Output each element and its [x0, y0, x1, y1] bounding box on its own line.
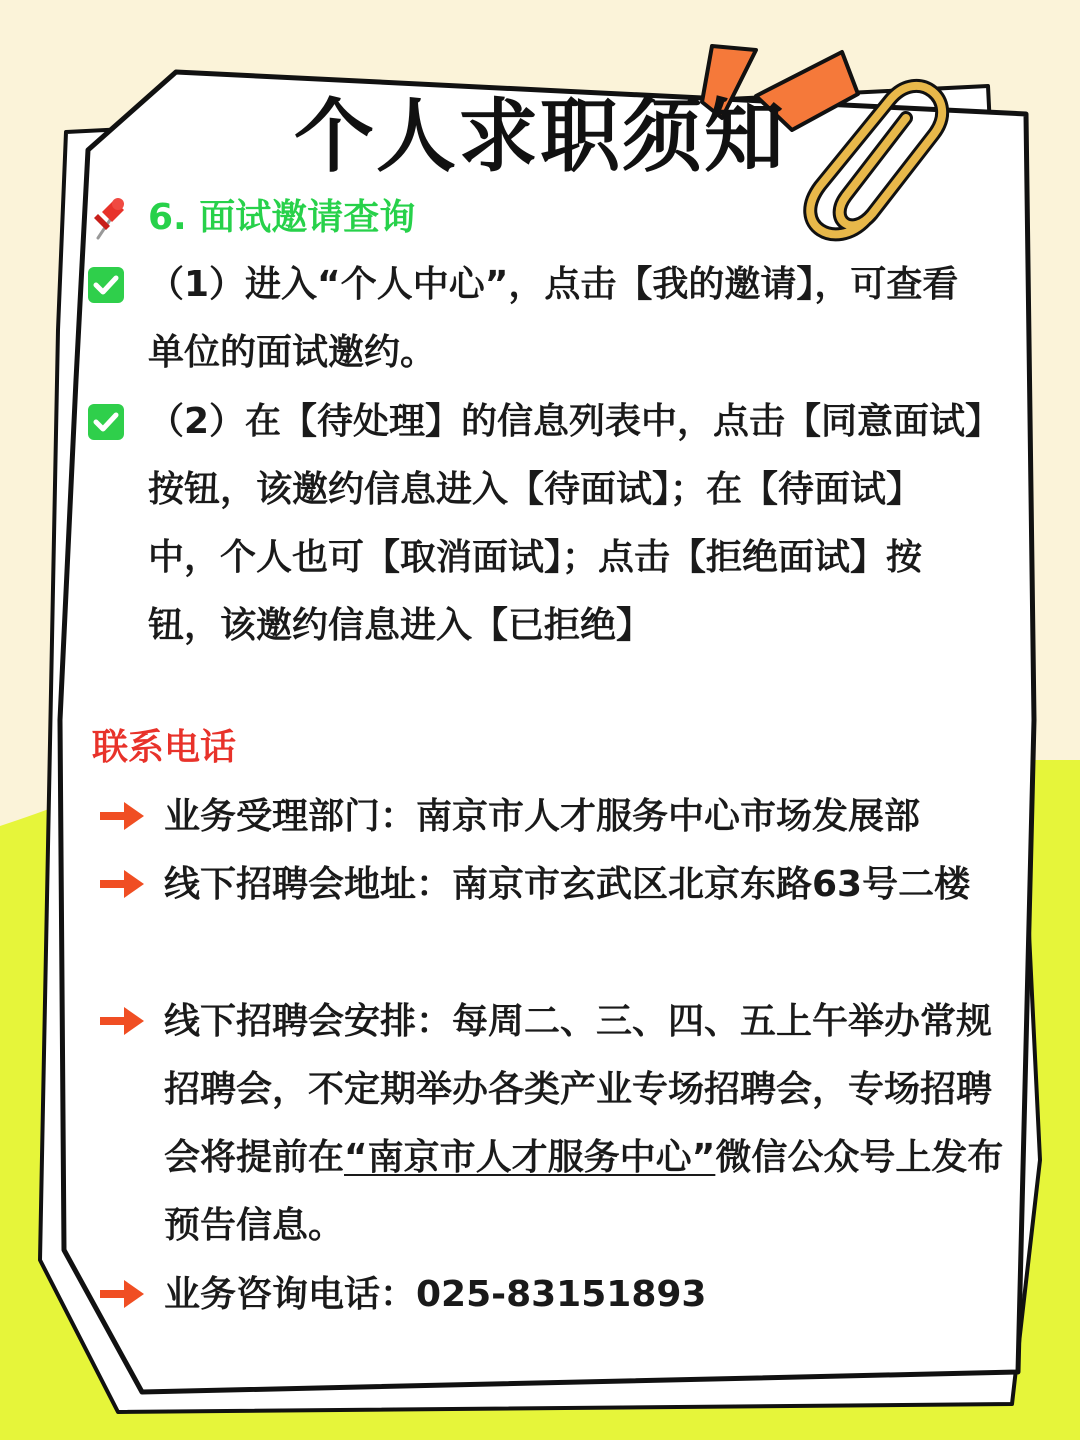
pushpin-icon — [88, 194, 128, 242]
right-arrow-icon — [98, 798, 146, 834]
instruction-item-2: （2）在【待处理】的信息列表中，点击【同意面试】按钮，该邀约信息进入【待面试】；在【待面试】中，个人也可【取消面试】；点击【拒绝面试】按钮，该邀约信息进入【已拒绝】 — [148, 401, 984, 646]
contact-heading: 联系电话 — [92, 727, 237, 768]
section-heading-interview: 6. 面试邀请查询 — [148, 197, 416, 238]
right-arrow-icon — [98, 866, 146, 902]
contact-address: 线下招聘会地址：南京市玄武区北京东路63号二楼 — [164, 864, 971, 905]
wechat-account-name: “南京市人才服务中心” — [344, 1137, 716, 1178]
contact-phone: 业务咨询电话：025-83151893 — [164, 1274, 707, 1315]
instruction-item-1: （1）进入“个人中心”，点击【我的邀请】，可查看单位的面试邀约。 — [148, 264, 959, 373]
schedule-text-end: 微信公众号上发布预告信息。 — [164, 1137, 1004, 1246]
contact-schedule — [164, 988, 1010, 1260]
right-arrow-icon — [98, 1003, 146, 1039]
schedule-text: 线下招聘会安排：每周二、三、四、五上午举办常规招聘会，不定期举办各类产业专场招聘会，专场招聘会将提前在 — [164, 1001, 993, 1178]
check-box-icon — [88, 404, 124, 440]
page-title: 个人求职须知 — [294, 89, 786, 183]
check-box-icon — [88, 267, 124, 303]
right-arrow-icon — [98, 1276, 146, 1312]
contact-department: 业务受理部门：南京市人才服务中心市场发展部 — [164, 796, 921, 837]
